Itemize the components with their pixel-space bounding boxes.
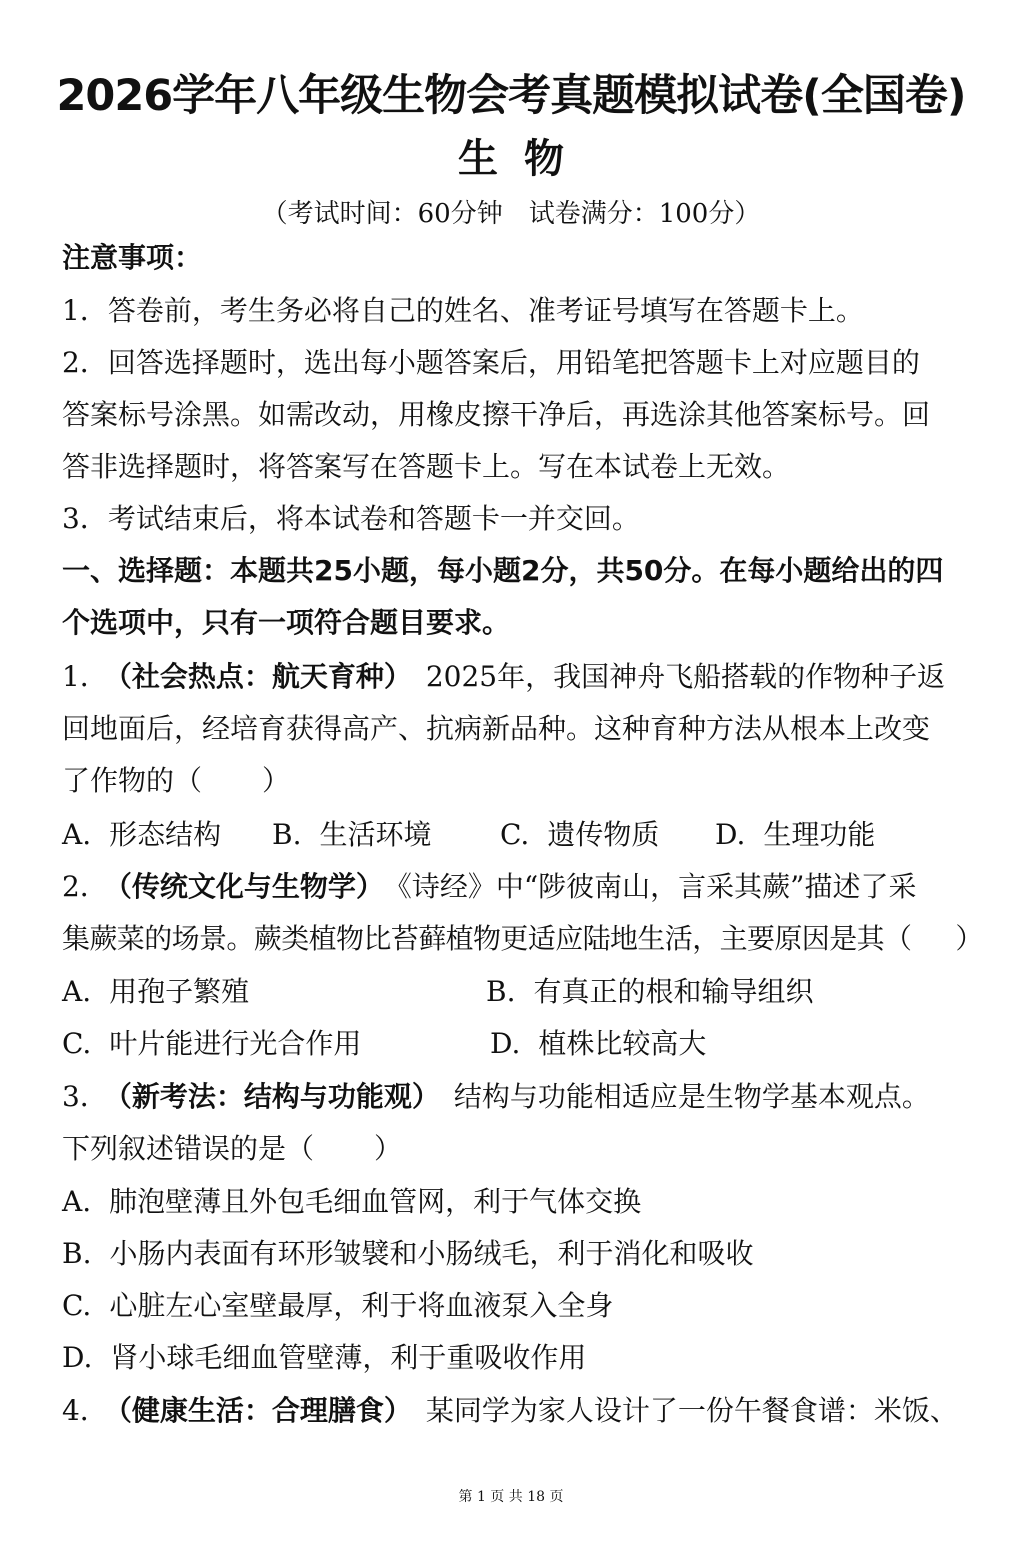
question-1-stem: [62, 657, 945, 697]
page-title: 2026学年八年级生物会考真题模拟试卷(全国卷): [56, 71, 966, 121]
notes-heading: 注意事项：: [62, 241, 203, 274]
option-b: B. 小肠内表面有环形皱襞和小肠绒毛，利于消化和吸收: [62, 1237, 754, 1270]
question-text: 2025年，我国神舟飞船搭载的作物种子返: [425, 660, 946, 693]
question-text: 结构与功能相适应是生物学基本观点。: [453, 1080, 930, 1113]
question-4-stem: [62, 1391, 958, 1431]
option-b: B. 有真正的根和输导组织: [486, 975, 814, 1008]
question-number: 4．: [62, 1394, 108, 1427]
note-line: 答非选择题时，将答案写在答题卡上。写在本试卷上无效。: [62, 450, 791, 483]
option-d: D. 肾小球毛细血管壁薄，利于重吸收作用: [62, 1341, 587, 1374]
question-text-end: 了作物的（ ）: [62, 764, 291, 797]
note-line: 3．考试结束后，将本试卷和答题卡一并交回。: [62, 502, 640, 535]
option-a: A. 肺泡壁薄且外包毛细血管网，利于气体交换: [62, 1185, 642, 1218]
subject-title: 生物: [458, 136, 590, 182]
note-line: 答案标号涂黑。如需改动，用橡皮擦干净后，再选涂其他答案标号。回: [62, 398, 931, 431]
section-heading: 个选项中，只有一项符合题目要求。: [62, 606, 511, 639]
exam-info: （考试时间：60分钟 试卷满分：100分）: [261, 199, 761, 229]
option-c: C. 叶片能进行光合作用: [62, 1027, 362, 1060]
question-3-stem: [62, 1077, 930, 1117]
option-a: A. 用孢子繁殖: [62, 975, 250, 1008]
option-c: C. 遗传物质: [500, 818, 660, 851]
question-number: 1．: [62, 660, 108, 693]
option-c: C. 心脏左心室壁最厚，利于将血液泵入全身: [62, 1289, 614, 1322]
section-heading: 一、选择题：本题共25小题，每小题2分，共50分。在每小题给出的四: [62, 554, 944, 587]
question-tag: （社会热点：航天育种）: [117, 660, 412, 693]
question-text-end: 下列叙述错误的是（ ）: [62, 1132, 403, 1165]
question-text: 《诗经》中“陟彼南山，言采其蕨”描述了采: [397, 870, 917, 903]
question-2-stem: [62, 867, 916, 907]
option-d: D. 生理功能: [715, 818, 876, 851]
option-b: B. 生活环境: [272, 818, 432, 851]
question-text: 某同学为家人设计了一份午餐食谱：米饭、: [425, 1394, 958, 1427]
question-tag: （健康生活：合理膳食）: [117, 1394, 412, 1427]
question-tag: （新考法：结构与功能观）: [117, 1080, 440, 1113]
question-number: 3．: [62, 1080, 108, 1113]
question-tag: （传统文化与生物学）: [117, 870, 384, 903]
question-number: 2．: [62, 870, 108, 903]
page-footer: 第 1 页 共 18 页: [458, 1489, 564, 1505]
question-text: 回地面后，经培育获得高产、抗病新品种。这种育种方法从根本上改变: [62, 712, 931, 745]
note-line: 1．答卷前，考生务必将自己的姓名、准考证号填写在答题卡上。: [62, 294, 864, 327]
option-a: A. 形态结构: [62, 818, 222, 851]
option-d: D. 植株比较高大: [490, 1027, 707, 1060]
note-line: 2．回答选择题时，选出每小题答案后，用铅笔把答题卡上对应题目的: [62, 346, 920, 379]
question-text-end: 集蕨菜的场景。蕨类植物比苔藓植物更适应陆地生活，主要原因是其（ ）: [62, 922, 983, 955]
